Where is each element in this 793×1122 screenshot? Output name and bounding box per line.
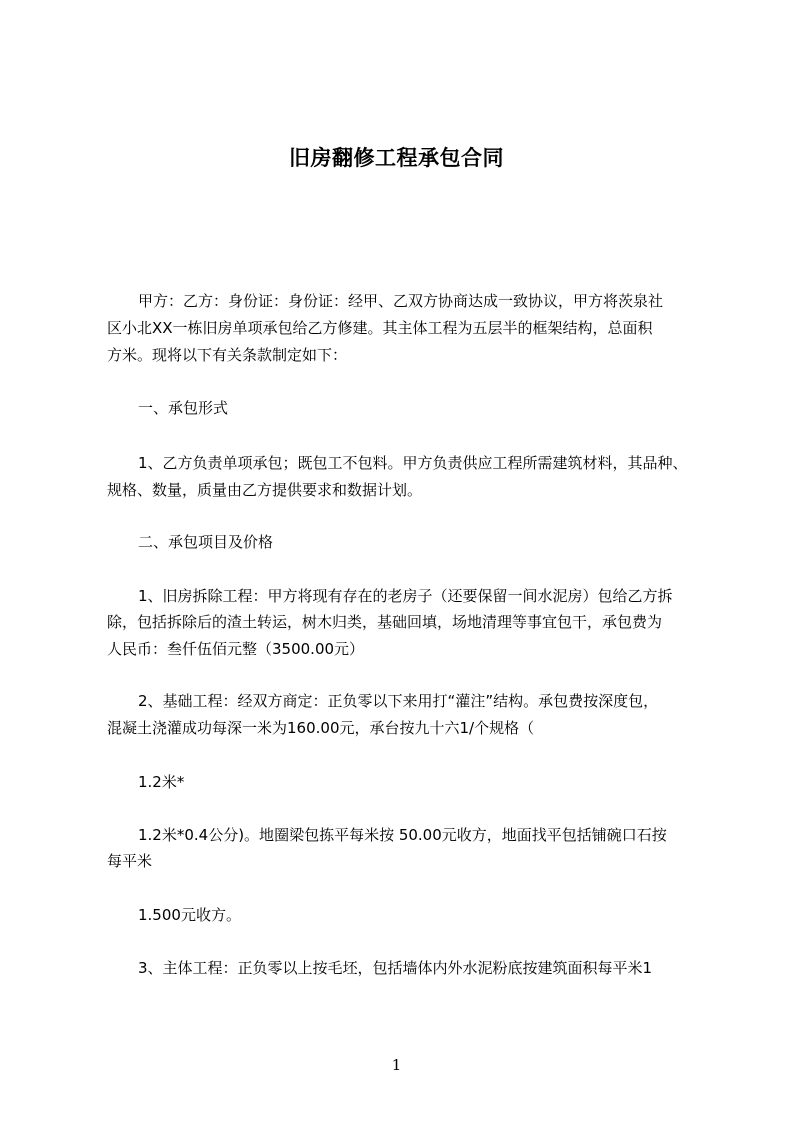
paragraph-line: 区小北XX一栋旧房单项承包给乙方修建。其主体工程为五层半的框架结构，总面积: [107, 319, 653, 337]
paragraph-line: 人民币：叁仟伍佰元整（3500.00元）: [107, 640, 365, 658]
paragraph-line: 甲方：乙方：身份证：身份证：经甲、乙双方协商达成一致协议，甲方将茨泉社: [138, 292, 664, 310]
paragraph-line: 每平米: [107, 852, 153, 870]
section-heading: 一、承包形式: [138, 399, 229, 417]
paragraph-line: 1.500元收方。: [138, 906, 241, 924]
paragraph-line: 1、乙方负责单项承包；既包工不包料。甲方负责供应工程所需建筑材料，其品种、: [138, 454, 688, 472]
paragraph-line: 除，包括拆除后的渣土转运，树木归类，基础回填，场地清理等事宜包干，承包费为: [107, 613, 663, 631]
page-number: 1: [391, 1056, 402, 1074]
section-heading: 二、承包项目及价格: [138, 533, 274, 551]
paragraph-line: 1.2米*0.4公分)。地圈梁包拣平每米按 50.00元收方，地面找平包括铺碗口石按: [138, 826, 667, 844]
paragraph-line: 1、旧房拆除工程：甲方将现有存在的老房子（还要保留一间水泥房）包给乙方拆: [138, 587, 673, 605]
paragraph-line: 1.2米*: [138, 773, 185, 791]
paragraph-line: 方米。现将以下有关条款制定如下：: [107, 346, 348, 364]
paragraph-line: 混凝土浇灌成功每深一米为160.00元，承台按九十六1/个规格（: [107, 719, 535, 737]
paragraph-line: 规格、数量，质量由乙方提供要求和数据计划。: [107, 481, 423, 499]
page-title: 旧房翻修工程承包合同: [289, 146, 504, 170]
paragraph-line: 2、基础工程：经双方商定：正负零以下来用打“灌注”结构。承包费按深度包，: [138, 692, 659, 710]
paragraph-line: 3、主体工程：正负零以上按毛坯，包括墙体内外水泥粉底按建筑面积每平米1: [138, 959, 653, 977]
